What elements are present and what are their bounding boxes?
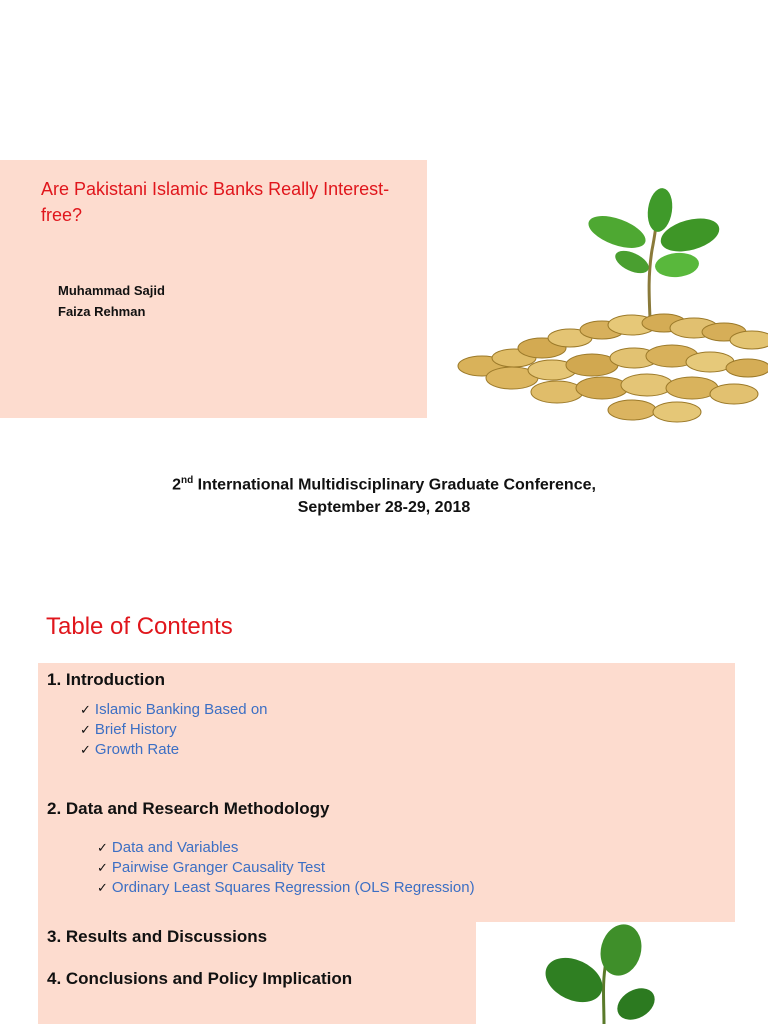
toc-subitem-label: Brief History (94, 721, 177, 738)
toc-subitem (97, 878, 475, 898)
toc-subitem-label: Ordinary Least Squares Regression (OLS Regression) (111, 879, 475, 896)
toc-section-heading: 4. Conclusions and Policy Implication (47, 969, 353, 988)
check-icon: ✓ (97, 860, 108, 875)
presentation-title: Are Pakistani Islamic Banks Really Interest-free? (41, 179, 390, 225)
conference-ordinal: 2 (172, 476, 181, 494)
author-name: Faiza Rehman (58, 304, 146, 319)
check-icon: ✓ (97, 880, 108, 895)
toc-subitem (80, 720, 268, 740)
check-icon: ✓ (80, 702, 91, 717)
toc-subitem-label: Growth Rate (94, 741, 180, 758)
toc-subitem (97, 858, 475, 878)
conference-title: International Multidisciplinary Graduate Conference, (193, 476, 596, 494)
conference-dates: September 28-29, 2018 (297, 499, 471, 517)
conference-name (0, 469, 768, 496)
check-icon: ✓ (97, 840, 108, 855)
conference-ordinal-suffix: nd (180, 475, 194, 486)
toc-sublist (80, 700, 268, 760)
toc-title: Table of Contents (46, 613, 233, 640)
toc-subitem-label: Pairwise Granger Causality Test (111, 859, 326, 876)
toc-section-heading: 2. Data and Research Methodology (47, 799, 330, 818)
plant-coins-image (452, 180, 768, 430)
toc-section-heading: 3. Results and Discussions (47, 927, 268, 946)
conference-info (0, 469, 768, 519)
toc-subitem-label: Islamic Banking Based on (94, 701, 268, 718)
toc-section-heading: 1. Introduction (47, 670, 166, 689)
toc-subitem (80, 700, 268, 720)
author-name: Muhammad Sajid (58, 283, 165, 298)
leaf-sprig-image (476, 922, 735, 1024)
check-icon: ✓ (80, 742, 91, 757)
toc-sublist (97, 838, 475, 898)
toc-subitem (80, 740, 268, 760)
toc-subitem (97, 838, 475, 858)
toc-subitem-label: Data and Variables (111, 839, 239, 856)
author-list (58, 280, 165, 322)
check-icon: ✓ (80, 722, 91, 737)
